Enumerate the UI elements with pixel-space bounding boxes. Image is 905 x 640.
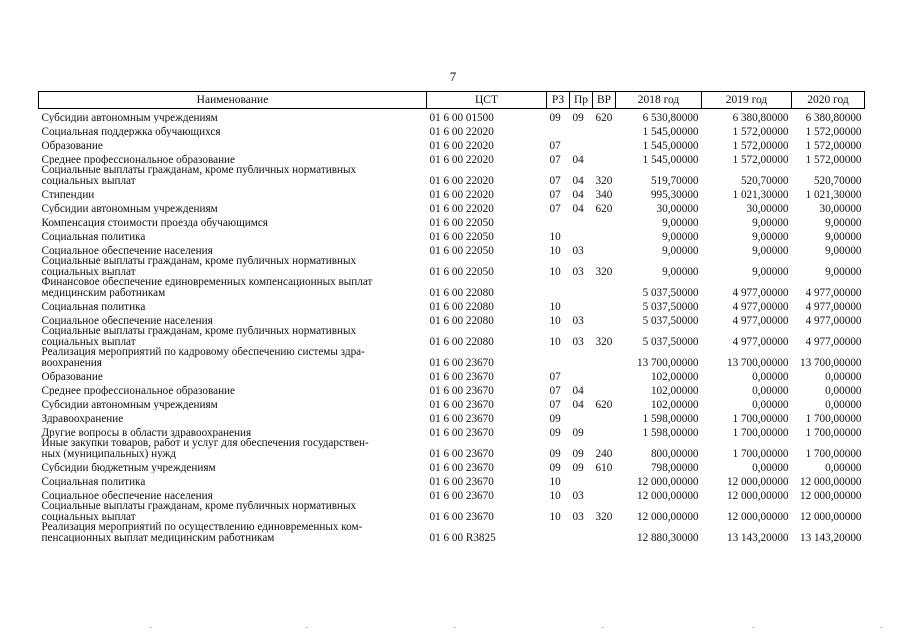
- amount-2020-cell: 13 143,20000: [799, 531, 862, 544]
- table-row: [39, 228, 865, 242]
- pr-cell: 03: [572, 489, 584, 502]
- table-row: [39, 522, 865, 543]
- header-cst: ЦСТ: [427, 92, 547, 109]
- vr-cell: [593, 487, 616, 501]
- amount-2018-cell: 1 598,00000: [642, 412, 699, 425]
- amount-2019-cell: 0,00000: [752, 384, 789, 397]
- vr-cell: 610: [595, 461, 613, 474]
- amount-2020-cell: 4 977,00000: [805, 286, 862, 299]
- amount-2019-cell: 0,00000: [752, 398, 789, 411]
- item-name-line: пенсационных выплат медицинским работникам: [41, 531, 275, 543]
- table-row: [39, 298, 865, 312]
- rz-cell: 10: [549, 265, 561, 278]
- amount-2019-cell: 0,00000: [752, 461, 789, 474]
- pr-cell: 03: [572, 335, 584, 348]
- amount-2020-cell: 1 572,00000: [805, 125, 862, 138]
- item-name-line: Образование: [41, 370, 103, 382]
- item-name-line: Социальное обеспечение населения: [41, 489, 213, 501]
- amount-2019-cell: 9,00000: [752, 265, 789, 278]
- item-name-line: Компенсация стоимости проезда обучающимся: [41, 216, 268, 228]
- pr-cell: 03: [572, 244, 584, 257]
- amount-2020-cell: 12 000,00000: [799, 475, 862, 488]
- item-name-cell: [39, 382, 427, 396]
- rz-cell: 07: [549, 202, 561, 215]
- vr-cell: [593, 410, 616, 424]
- pr-cell: 03: [572, 314, 584, 327]
- vr-cell: [593, 368, 616, 382]
- table-body: [39, 109, 865, 544]
- vr-cell: 320: [595, 265, 613, 278]
- item-name-line: Социальная политика: [41, 300, 146, 312]
- pr-cell: 09: [572, 461, 584, 474]
- cst-cell: 01 6 00 23670: [429, 356, 494, 369]
- table-row: [39, 410, 865, 424]
- amount-2020-cell: 1 572,00000: [805, 139, 862, 152]
- amount-2020-cell: 9,00000: [825, 244, 862, 257]
- item-name-cell: [39, 396, 427, 410]
- amount-2020-cell: 1 572,00000: [805, 153, 862, 166]
- item-name-line: Социальная политика: [41, 230, 146, 242]
- cst-cell: 01 6 00 23670: [429, 447, 494, 460]
- vr-cell: [593, 137, 616, 151]
- item-name-line: ных (муниципальных) нужд: [41, 447, 176, 459]
- amount-2019-cell: 9,00000: [752, 230, 789, 243]
- item-name-line: воохранения: [41, 356, 102, 368]
- amount-2018-cell: 5 037,50000: [642, 286, 699, 299]
- table-row: [39, 326, 865, 347]
- item-name-line: Социальная политика: [41, 475, 146, 487]
- vr-cell: 320: [595, 174, 613, 187]
- rz-cell: 07: [549, 139, 561, 152]
- rz-cell: 09: [549, 426, 561, 439]
- cst-cell: 01 6 00 23670: [429, 489, 494, 502]
- rz-cell: [547, 347, 570, 368]
- item-name-line: Социальные выплаты гражданам, кроме публичных нормативных: [41, 501, 357, 512]
- cst-cell: 01 6 00 23670: [429, 475, 494, 488]
- cst-cell: 01 6 00 23670: [429, 510, 494, 523]
- table-row: [39, 501, 865, 522]
- cst-cell: 01 6 00 22020: [429, 188, 494, 201]
- amount-2018-cell: 102,00000: [650, 384, 699, 397]
- rz-cell: 07: [549, 384, 561, 397]
- header-rz: РЗ: [547, 92, 570, 109]
- amount-2019-cell: 520,70000: [740, 174, 789, 187]
- item-name-line: Субсидии бюджетным учреждениям: [41, 461, 216, 473]
- amount-2018-cell: 12 000,00000: [636, 489, 699, 502]
- amount-2020-cell: 12 000,00000: [799, 510, 862, 523]
- amount-2020-cell: 0,00000: [825, 461, 862, 474]
- rz-cell: 10: [549, 230, 561, 243]
- cst-cell: 01 6 00 22020: [429, 125, 494, 138]
- amount-2018-cell: 102,00000: [650, 370, 699, 383]
- rz-cell: 10: [549, 475, 561, 488]
- table-row: [39, 242, 865, 256]
- item-name-line: Социальные выплаты гражданам, кроме публичных нормативных: [41, 326, 357, 337]
- pr-cell: 09: [572, 426, 584, 439]
- vr-cell: [593, 242, 616, 256]
- vr-cell: 240: [595, 447, 613, 460]
- cst-cell: 01 6 00 01500: [429, 111, 494, 124]
- pr-cell: 04: [572, 153, 584, 166]
- rz-cell: 10: [549, 244, 561, 257]
- budget-table: [38, 91, 865, 543]
- item-name-cell: [39, 298, 427, 312]
- item-name-line: Среднее профессиональное образование: [41, 153, 236, 165]
- item-name-cell: [39, 242, 427, 256]
- amount-2020-cell: 1 700,00000: [805, 412, 862, 425]
- item-name-cell: [39, 438, 427, 459]
- amount-2019-cell: 4 977,00000: [732, 300, 789, 313]
- scan-speck: [602, 627, 604, 628]
- table-row: [39, 137, 865, 151]
- amount-2020-cell: 4 977,00000: [805, 314, 862, 327]
- amount-2018-cell: 5 037,50000: [642, 335, 699, 348]
- amount-2019-cell: 1 572,00000: [732, 139, 789, 152]
- rz-cell: 07: [549, 398, 561, 411]
- vr-cell: [593, 424, 616, 438]
- vr-cell: 620: [595, 202, 613, 215]
- vr-cell: [593, 123, 616, 137]
- amount-2018-cell: 1 545,00000: [642, 153, 699, 166]
- pr-cell: [570, 410, 593, 424]
- amount-2019-cell: 4 977,00000: [732, 286, 789, 299]
- table-row: [39, 123, 865, 137]
- item-name-cell: [39, 137, 427, 151]
- rz-cell: 10: [549, 314, 561, 327]
- pr-cell: [570, 347, 593, 368]
- page-number: 7: [449, 69, 457, 84]
- cst-cell: 01 6 00 22020: [429, 153, 494, 166]
- item-name-cell: [39, 368, 427, 382]
- amount-2018-cell: 6 530,80000: [642, 111, 699, 124]
- amount-2019-cell: 1 700,00000: [732, 447, 789, 460]
- vr-cell: [593, 312, 616, 326]
- amount-2018-cell: 102,00000: [650, 398, 699, 411]
- item-name-line: Реализация мероприятий по кадровому обеспечению системы здра-: [41, 347, 365, 358]
- amount-2018-cell: 519,70000: [650, 174, 699, 187]
- amount-2018-cell: 1 545,00000: [642, 125, 699, 138]
- vr-cell: 340: [595, 188, 613, 201]
- vr-cell: 320: [595, 335, 613, 348]
- amount-2020-cell: 9,00000: [825, 216, 862, 229]
- amount-2019-cell: 0,00000: [752, 370, 789, 383]
- pr-cell: 03: [572, 265, 584, 278]
- cst-cell: 01 6 00 22020: [429, 174, 494, 187]
- amount-2020-cell: 0,00000: [825, 370, 862, 383]
- item-name-cell: [39, 186, 427, 200]
- amount-2018-cell: 1 545,00000: [642, 139, 699, 152]
- table-row: [39, 312, 865, 326]
- amount-2018-cell: 12 000,00000: [636, 510, 699, 523]
- rz-cell: 07: [549, 153, 561, 166]
- cst-cell: 01 6 00 22020: [429, 139, 494, 152]
- amount-2020-cell: 30,00000: [819, 202, 862, 215]
- pr-cell: 09: [572, 447, 584, 460]
- amount-2018-cell: 1 598,00000: [642, 426, 699, 439]
- item-name-cell: [39, 410, 427, 424]
- amount-2019-cell: 6 380,80000: [732, 111, 789, 124]
- pr-cell: 04: [572, 384, 584, 397]
- cst-cell: 01 6 00 22050: [429, 230, 494, 243]
- item-name-line: Субсидии автономным учреждениям: [41, 398, 218, 410]
- item-name-line: Социальная поддержка обучающихся: [41, 125, 221, 137]
- amount-2018-cell: 12 880,30000: [636, 531, 699, 544]
- pr-cell: [570, 473, 593, 487]
- item-name-cell: [39, 312, 427, 326]
- amount-2018-cell: 30,00000: [656, 202, 699, 215]
- rz-cell: [547, 522, 570, 543]
- table-row: [39, 347, 865, 368]
- table-header: [39, 92, 865, 109]
- pr-cell: [570, 228, 593, 242]
- pr-cell: [570, 298, 593, 312]
- item-name-line: Среднее профессиональное образование: [41, 384, 236, 396]
- amount-2019-cell: 30,00000: [746, 202, 789, 215]
- cst-cell: 01 6 00 22050: [429, 265, 494, 278]
- amount-2019-cell: 12 000,00000: [726, 475, 789, 488]
- amount-2020-cell: 1 700,00000: [805, 447, 862, 460]
- rz-cell: 07: [549, 188, 561, 201]
- amount-2019-cell: 13 143,20000: [726, 531, 789, 544]
- pr-cell: [570, 214, 593, 228]
- amount-2020-cell: 4 977,00000: [805, 335, 862, 348]
- item-name-cell: [39, 277, 427, 298]
- table-row: [39, 256, 865, 277]
- item-name-cell: [39, 151, 427, 165]
- item-name-line: Субсидии автономным учреждениям: [41, 202, 218, 214]
- item-name-line: Социальное обеспечение населения: [41, 314, 213, 326]
- rz-cell: 09: [549, 412, 561, 425]
- cst-cell: 01 6 00 R3825: [429, 531, 496, 544]
- amount-2019-cell: 1 021,30000: [732, 188, 789, 201]
- cst-cell: 01 6 00 22080: [429, 335, 494, 348]
- item-name-cell: [39, 326, 427, 347]
- item-name-cell: [39, 473, 427, 487]
- header-name: Наименование: [39, 92, 427, 109]
- vr-cell: [593, 214, 616, 228]
- cst-cell: 01 6 00 22050: [429, 216, 494, 229]
- header-2018: 2018 год: [616, 92, 702, 109]
- rz-cell: 09: [549, 447, 561, 460]
- table-row: [39, 165, 865, 186]
- cst-cell: 01 6 00 23670: [429, 412, 494, 425]
- cst-cell: 01 6 00 22050: [429, 244, 494, 257]
- amount-2019-cell: 1 572,00000: [732, 153, 789, 166]
- vr-cell: [593, 382, 616, 396]
- amount-2019-cell: 1 572,00000: [732, 125, 789, 138]
- rz-cell: 09: [549, 461, 561, 474]
- table-row: [39, 459, 865, 473]
- item-name-cell: [39, 424, 427, 438]
- rz-cell: 10: [549, 489, 561, 502]
- amount-2020-cell: 6 380,80000: [805, 111, 862, 124]
- table-row: [39, 151, 865, 165]
- header-2019: 2019 год: [702, 92, 792, 109]
- item-name-cell: [39, 228, 427, 242]
- amount-2020-cell: 9,00000: [825, 230, 862, 243]
- amount-2019-cell: 1 700,00000: [732, 426, 789, 439]
- vr-cell: [593, 151, 616, 165]
- rz-cell: 09: [549, 111, 561, 124]
- amount-2020-cell: 4 977,00000: [805, 300, 862, 313]
- amount-2018-cell: 5 037,50000: [642, 314, 699, 327]
- vr-cell: [593, 347, 616, 368]
- header-2020: 2020 год: [792, 92, 865, 109]
- pr-cell: 04: [572, 188, 584, 201]
- item-name-line: Субсидии автономным учреждениям: [41, 111, 218, 123]
- amount-2018-cell: 13 700,00000: [636, 356, 699, 369]
- amount-2018-cell: 9,00000: [662, 244, 699, 257]
- cst-cell: 01 6 00 22020: [429, 202, 494, 215]
- pr-cell: 03: [572, 510, 584, 523]
- cst-cell: 01 6 00 22080: [429, 286, 494, 299]
- rz-cell: 10: [549, 335, 561, 348]
- item-name-cell: [39, 256, 427, 277]
- rz-cell: 10: [549, 510, 561, 523]
- header-row: [39, 92, 865, 109]
- amount-2019-cell: 12 000,00000: [726, 510, 789, 523]
- rz-cell: [547, 123, 570, 137]
- cst-cell: 01 6 00 23670: [429, 398, 494, 411]
- vr-cell: 620: [595, 111, 613, 124]
- item-name-line: социальных выплат: [41, 265, 136, 277]
- amount-2018-cell: 800,00000: [650, 447, 699, 460]
- item-name-cell: [39, 109, 427, 124]
- pr-cell: [570, 368, 593, 382]
- table-row: [39, 396, 865, 410]
- amount-2018-cell: 798,00000: [650, 461, 699, 474]
- header-pr: Пр: [570, 92, 593, 109]
- cst-cell: 01 6 00 23670: [429, 370, 494, 383]
- item-name-cell: [39, 200, 427, 214]
- item-name-line: медицинским работникам: [41, 286, 166, 298]
- rz-cell: [547, 214, 570, 228]
- amount-2018-cell: 9,00000: [662, 230, 699, 243]
- amount-2020-cell: 1 021,30000: [805, 188, 862, 201]
- item-name-line: Реализация мероприятий по осуществлению единовременных ком-: [41, 522, 363, 533]
- rz-cell: 07: [549, 174, 561, 187]
- vr-cell: 620: [595, 398, 613, 411]
- item-name-line: Образование: [41, 139, 103, 151]
- amount-2019-cell: 9,00000: [752, 244, 789, 257]
- table-row: [39, 382, 865, 396]
- item-name-line: Стипендии: [41, 188, 95, 200]
- pr-cell: [570, 277, 593, 298]
- item-name-line: Здравоохранение: [41, 412, 124, 424]
- pr-cell: 04: [572, 398, 584, 411]
- amount-2018-cell: 9,00000: [662, 216, 699, 229]
- page-bottom-marks: [0, 627, 905, 635]
- item-name-line: Социальные выплаты гражданам, кроме публичных нормативных: [41, 256, 357, 267]
- rz-cell: 07: [549, 370, 561, 383]
- amount-2019-cell: 1 700,00000: [732, 412, 789, 425]
- amount-2019-cell: 4 977,00000: [732, 314, 789, 327]
- amount-2018-cell: 995,30000: [650, 188, 699, 201]
- table-row: [39, 473, 865, 487]
- table-row: [39, 487, 865, 501]
- amount-2020-cell: 0,00000: [825, 384, 862, 397]
- rz-cell: [547, 277, 570, 298]
- item-name-cell: [39, 459, 427, 473]
- cst-cell: 01 6 00 23670: [429, 426, 494, 439]
- pr-cell: 04: [572, 202, 584, 215]
- vr-cell: 320: [595, 510, 613, 523]
- table-row: [39, 109, 865, 124]
- vr-cell: [593, 277, 616, 298]
- scan-speck: [454, 627, 456, 628]
- amount-2019-cell: 13 700,00000: [726, 356, 789, 369]
- item-name-line: Иные закупки товаров, работ и услуг для обеспечения государствен-: [41, 438, 369, 449]
- amount-2020-cell: 9,00000: [825, 265, 862, 278]
- item-name-line: социальных выплат: [41, 510, 136, 522]
- vr-cell: [593, 473, 616, 487]
- cst-cell: 01 6 00 22080: [429, 314, 494, 327]
- item-name-line: Финансовое обеспечение единовременных компенсационных выплат: [41, 277, 373, 288]
- item-name-cell: [39, 123, 427, 137]
- item-name-cell: [39, 347, 427, 368]
- item-name-cell: [39, 165, 427, 186]
- cst-cell: 01 6 00 23670: [429, 461, 494, 474]
- item-name-line: социальных выплат: [41, 335, 136, 347]
- amount-2020-cell: 1 700,00000: [805, 426, 862, 439]
- cst-cell: 01 6 00 22080: [429, 300, 494, 313]
- item-name-cell: [39, 501, 427, 522]
- item-name-line: Социальное обеспечение населения: [41, 244, 213, 256]
- item-name-cell: [39, 487, 427, 501]
- item-name-line: социальных выплат: [41, 174, 136, 186]
- table-row: [39, 186, 865, 200]
- amount-2018-cell: 5 037,50000: [642, 300, 699, 313]
- amount-2020-cell: 12 000,00000: [799, 489, 862, 502]
- table-row: [39, 277, 865, 298]
- cst-cell: 01 6 00 23670: [429, 384, 494, 397]
- table-row: [39, 424, 865, 438]
- rz-cell: 10: [549, 300, 561, 313]
- table-row: [39, 368, 865, 382]
- amount-2019-cell: 12 000,00000: [726, 489, 789, 502]
- vr-cell: [593, 298, 616, 312]
- item-name-cell: [39, 214, 427, 228]
- pr-cell: 04: [572, 174, 584, 187]
- amount-2019-cell: 9,00000: [752, 216, 789, 229]
- vr-cell: [593, 228, 616, 242]
- amount-2019-cell: 4 977,00000: [732, 335, 789, 348]
- table-row: [39, 438, 865, 459]
- header-vr: ВР: [593, 92, 616, 109]
- amount-2020-cell: 0,00000: [825, 398, 862, 411]
- pr-cell: [570, 522, 593, 543]
- scan-speck: [752, 627, 754, 628]
- amount-2020-cell: 13 700,00000: [799, 356, 862, 369]
- vr-cell: [593, 522, 616, 543]
- scan-speck: [306, 627, 308, 628]
- amount-2018-cell: 9,00000: [662, 265, 699, 278]
- scan-speck: [880, 627, 882, 628]
- item-name-cell: [39, 522, 427, 543]
- table-row: [39, 214, 865, 228]
- item-name-line: Социальные выплаты гражданам, кроме публичных нормативных: [41, 165, 357, 176]
- pr-cell: [570, 123, 593, 137]
- amount-2018-cell: 12 000,00000: [636, 475, 699, 488]
- amount-2020-cell: 520,70000: [813, 174, 862, 187]
- item-name-line: Другие вопросы в области здравоохранения: [41, 426, 252, 438]
- pr-cell: [570, 137, 593, 151]
- scan-speck: [150, 627, 152, 628]
- table-row: [39, 200, 865, 214]
- pr-cell: 09: [572, 111, 584, 124]
